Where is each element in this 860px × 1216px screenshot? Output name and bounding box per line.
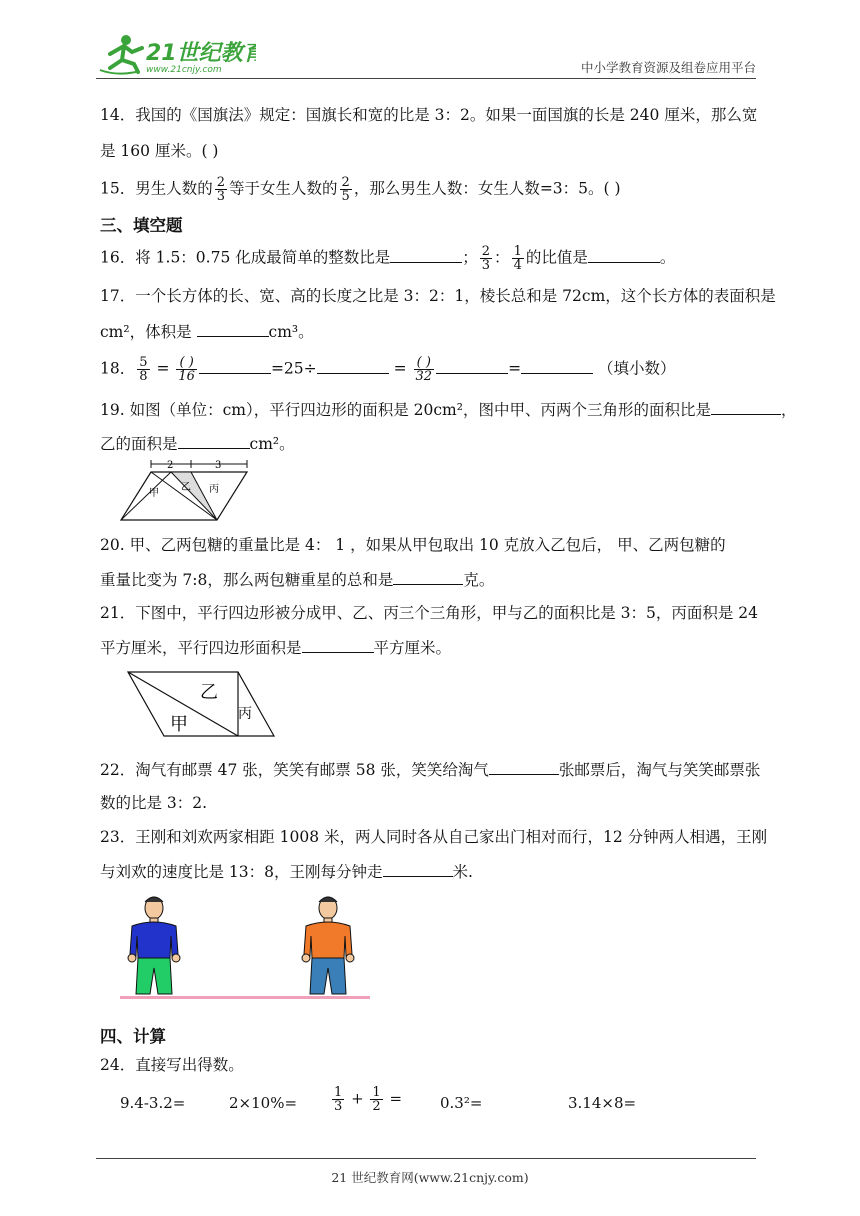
q15-text-a: 15．男生人数的 [100, 179, 213, 198]
answer-blank[interactable] [199, 357, 271, 374]
q19-text-d: cm²。 [249, 435, 295, 453]
svg-text:www.21cnjy.com: www.21cnjy.com [146, 65, 222, 75]
answer-blank[interactable] [436, 357, 508, 374]
q16-text-c: 的比值是 [525, 248, 588, 267]
q21-text-a: 平方厘米，平行四边形面积是 [100, 639, 302, 657]
q21-line2 [100, 636, 451, 659]
label-jia: 甲 [149, 488, 159, 499]
q16-text-a: 16．将 1.5：0.75 化成最简单的整数比是 [100, 248, 391, 267]
svg-text:21世纪教育: 21世纪教育 [146, 41, 256, 66]
q14-line1: 14．我国的《国旗法》规定：国旗长和宽的比是 3：2。如果一面国旗的长是 240 厘米，那么宽 [100, 106, 758, 124]
calc-5: 3.14×8= [568, 1094, 637, 1112]
fraction-blank[interactable]: $\frac{( )}{16}$ [178, 355, 195, 384]
footer-text: 21 世纪教育网(www.21cnjy.com) [331, 1170, 529, 1185]
q19-text-c: 乙的面积是 [100, 435, 178, 453]
answer-blank[interactable] [521, 357, 593, 374]
q19-text-a: 19. 如图（单位：cm），平行四边形的面积是 20cm²，图中甲、丙两个三角形的面积比是 [100, 401, 711, 419]
answer-blank[interactable] [393, 568, 463, 585]
q16-end: 。 [659, 248, 676, 267]
calc-2: 2×10%= [229, 1094, 298, 1112]
fraction: $\frac{1}{2}$ [372, 1085, 381, 1114]
q20-text-b: 克。 [463, 571, 495, 589]
q15 [100, 176, 621, 203]
header-divider [96, 78, 756, 79]
q23-text-b: 米. [452, 863, 473, 881]
q22-text-b: 张邮票后，淘气与笑笑邮票张 [558, 761, 761, 779]
q17-line2 [100, 320, 314, 343]
equals: = [508, 359, 522, 378]
fraction: $\frac{2}{5}$ [341, 175, 350, 204]
label-jia: 甲 [170, 714, 188, 735]
label-bing: 丙 [209, 484, 219, 495]
answer-blank[interactable] [383, 860, 453, 877]
q17-text-a: cm²，体积是 [100, 323, 197, 341]
q20-text-a: 重量比变为 7:8，那么两包糖重星的总和是 [100, 571, 394, 589]
q24-title: 24．直接写出得数。 [100, 1056, 244, 1074]
q18-note: （填小数） [598, 359, 676, 378]
section-title-3: 三、填空题 [100, 216, 183, 235]
dim-3: 3 [215, 460, 222, 471]
q16-colon: ： [494, 248, 510, 267]
equals: = [156, 359, 170, 378]
label-yi: 乙 [181, 482, 191, 493]
q16 [100, 245, 675, 272]
equals: = [389, 1089, 403, 1108]
parallelogram-figure-19 [115, 458, 255, 524]
q18 [100, 356, 676, 383]
q17-line1: 17．一个长方体的长、宽、高的长度之比是 3：2：1，棱长总和是 72cm，这个长方体的表面积是 [100, 287, 776, 305]
calc-4: 0.3²= [440, 1094, 483, 1112]
answer-blank[interactable] [302, 636, 374, 653]
ground-line [120, 996, 370, 999]
section-title-4: 四、计算 [100, 1027, 166, 1046]
equals: = [393, 359, 407, 378]
q18-num: 18． [100, 359, 136, 378]
runner-logo-icon [96, 32, 256, 76]
q20-line1: 20. 甲、乙两包糖的重量比是 4： 1 ，如果从甲包取出 10 克放入乙包后， 甲、乙两包糖的 [100, 536, 726, 554]
fraction: $\frac{2}{3}$ [481, 244, 491, 273]
q23-text-a: 与刘欢的速度比是 13：8，王刚每分钟走 [100, 863, 383, 881]
q17-text-b: cm³。 [268, 323, 314, 341]
q18-text-b: =25÷ [270, 359, 317, 378]
q21-line1: 21．下图中，平行四边形被分成甲、乙、丙三个三角形，甲与乙的面积比是 3：5，丙面积是 24 [100, 604, 759, 622]
fraction: $\frac{1}{4}$ [513, 244, 522, 273]
fraction: $\frac{1}{3}$ [334, 1085, 343, 1114]
footer-divider [96, 1158, 756, 1159]
q20-line2 [100, 568, 494, 591]
platform-name: 中小学教育资源及组卷应用平台 [580, 60, 756, 75]
calc-3 [330, 1086, 402, 1113]
answer-blank[interactable] [588, 246, 660, 263]
q16-sep: ； [462, 248, 478, 267]
two-people-figure [116, 894, 372, 1002]
answer-blank[interactable] [489, 758, 559, 775]
answer-blank[interactable] [390, 246, 462, 263]
q22-text-a: 22．淘气有邮票 47 张，笑笑有邮票 58 张，笑笑给淘气 [100, 761, 489, 779]
label-yi: 乙 [200, 682, 218, 703]
q22-line1 [100, 758, 760, 781]
q19-text-b: ， [780, 401, 797, 419]
q19-line1 [100, 398, 796, 421]
q15-text-c: ，那么男生人数：女生人数=3：5。( ) [353, 179, 621, 198]
q14-line2: 是 160 厘米。( ) [100, 142, 219, 160]
calc-1: 9.4-3.2= [120, 1094, 186, 1112]
q22-line2: 数的比是 3：2. [100, 794, 208, 812]
label-bing: 丙 [238, 706, 252, 722]
plus: + [351, 1089, 364, 1108]
answer-blank[interactable] [197, 320, 269, 337]
q23-line1: 23．王刚和刘欢两家相距 1008 米，两人同时各从自己家出门相对而行，12 分钟两人相遇，王刚 [100, 828, 768, 846]
parallelogram-figure-21 [126, 668, 278, 740]
fraction: $\frac{5}{8}$ [139, 355, 148, 384]
person-orange-icon [302, 897, 354, 994]
logo [96, 32, 256, 76]
answer-blank[interactable] [711, 398, 781, 415]
q21-text-b: 平方厘米。 [373, 639, 452, 657]
q15-text-b: 等于女生人数的 [229, 179, 338, 198]
q23-line2 [100, 860, 473, 883]
q19-line2 [100, 432, 295, 455]
person-blue-icon [128, 897, 180, 994]
answer-blank[interactable] [178, 432, 250, 449]
dim-2: 2 [167, 460, 174, 471]
answer-blank[interactable] [317, 357, 389, 374]
fraction-blank[interactable]: $\frac{( )}{32}$ [415, 355, 433, 384]
fraction: $\frac{2}{3}$ [216, 175, 226, 204]
